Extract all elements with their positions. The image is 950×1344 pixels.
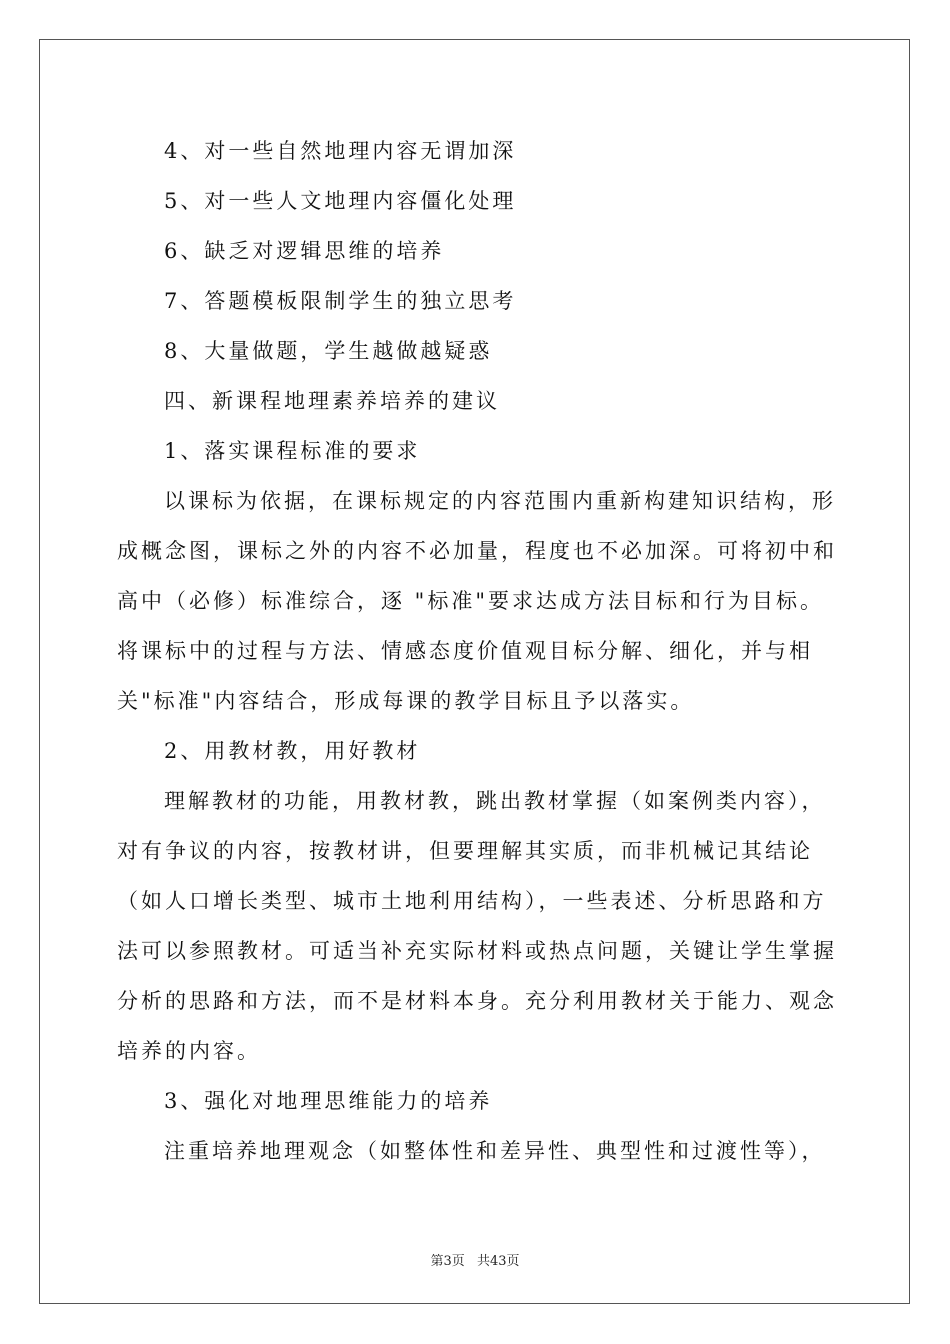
paragraph-line: （如人口增长类型、城市土地利用结构），一些表述、分析思路和方 bbox=[117, 889, 827, 913]
page-footer bbox=[0, 1250, 950, 1269]
paragraph-line: 高中（必修）标准综合，逐 "标准"要求达成方法目标和行为目标。 bbox=[117, 589, 824, 613]
paragraph-line: 将课标中的过程与方法、情感态度价值观目标分解、细化，并与相 bbox=[117, 639, 813, 663]
paragraph-line: 注重培养地理观念（如整体性和差异性、典型性和过渡性等）， bbox=[164, 1139, 826, 1163]
list-item: 6、缺乏对逻辑思维的培养 bbox=[164, 239, 445, 263]
paragraph-line: 关"标准"内容结合，形成每课的教学目标且予以落实。 bbox=[117, 689, 695, 713]
list-item: 5、对一些人文地理内容僵化处理 bbox=[164, 189, 517, 213]
subsection-heading: 3、强化对地理思维能力的培养 bbox=[164, 1089, 493, 1113]
paragraph-line: 以课标为依据，在课标规定的内容范围内重新构建知识结构，形 bbox=[164, 489, 836, 513]
subsection-heading: 1、落实课程标准的要求 bbox=[164, 439, 421, 463]
page-total: 共43页 bbox=[476, 1254, 520, 1269]
paragraph-2 bbox=[117, 776, 837, 1076]
paragraph-line: 成概念图，课标之外的内容不必加量，程度也不必加深。可将初中和 bbox=[117, 539, 837, 563]
paragraph-1 bbox=[117, 476, 837, 726]
section-heading: 四、新课程地理素养培养的建议 bbox=[164, 389, 500, 413]
paragraph-line: 法可以参照教材。可适当补充实际材料或热点问题，关键让学生掌握 bbox=[117, 939, 837, 963]
subsection-heading: 2、用教材教，用好教材 bbox=[164, 739, 421, 763]
paragraph-line: 分析的思路和方法，而不是材料本身。充分利用教材关于能力、观念 bbox=[117, 989, 837, 1013]
document-body bbox=[117, 126, 837, 1176]
list-item: 7、答题模板限制学生的独立思考 bbox=[164, 289, 517, 313]
page-number: 第3页 bbox=[430, 1254, 465, 1269]
paragraph-3 bbox=[117, 1126, 837, 1176]
list-item: 4、对一些自然地理内容无谓加深 bbox=[164, 139, 517, 163]
paragraph-line: 培养的内容。 bbox=[117, 1039, 261, 1063]
paragraph-line: 对有争议的内容，按教材讲，但要理解其实质，而非机械记其结论 bbox=[117, 839, 813, 863]
paragraph-line: 理解教材的功能，用教材教，跳出教材掌握（如案例类内容）， bbox=[164, 789, 826, 813]
list-item: 8、大量做题，学生越做越疑惑 bbox=[164, 339, 493, 363]
